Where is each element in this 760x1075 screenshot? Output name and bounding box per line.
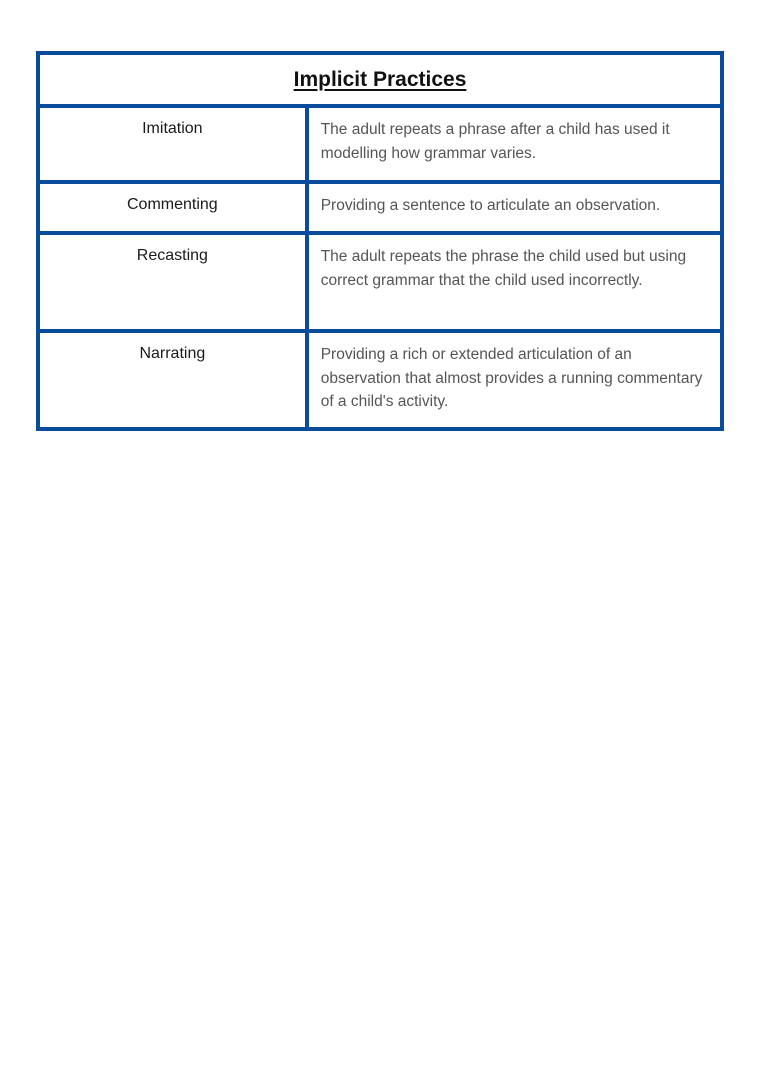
table-row: [38, 182, 722, 233]
description-cell-imitation: The adult repeats a phrase after a child has used it modelling how grammar varies.: [307, 106, 722, 182]
description-cell-commenting: Providing a sentence to articulate an observation.: [307, 182, 722, 233]
term-cell-recasting: Recasting: [38, 233, 307, 331]
term-cell-imitation: Imitation: [38, 106, 307, 182]
term-cell-commenting: Commenting: [38, 182, 307, 233]
table-title-row: [38, 53, 722, 106]
description-cell-narrating: Providing a rich or extended articulation of an observation that almost provides a running commentary of a child's activity.: [307, 331, 722, 429]
implicit-practices-table: [36, 51, 724, 431]
term-cell-narrating: Narrating: [38, 331, 307, 429]
table-row: [38, 233, 722, 331]
table-row: [38, 331, 722, 429]
description-cell-recasting: The adult repeats the phrase the child used but using correct grammar that the child used incorrectly.: [307, 233, 722, 331]
table-title-cell: [38, 53, 722, 106]
table-row: [38, 106, 722, 182]
table-title: Implicit Practices: [293, 67, 467, 91]
